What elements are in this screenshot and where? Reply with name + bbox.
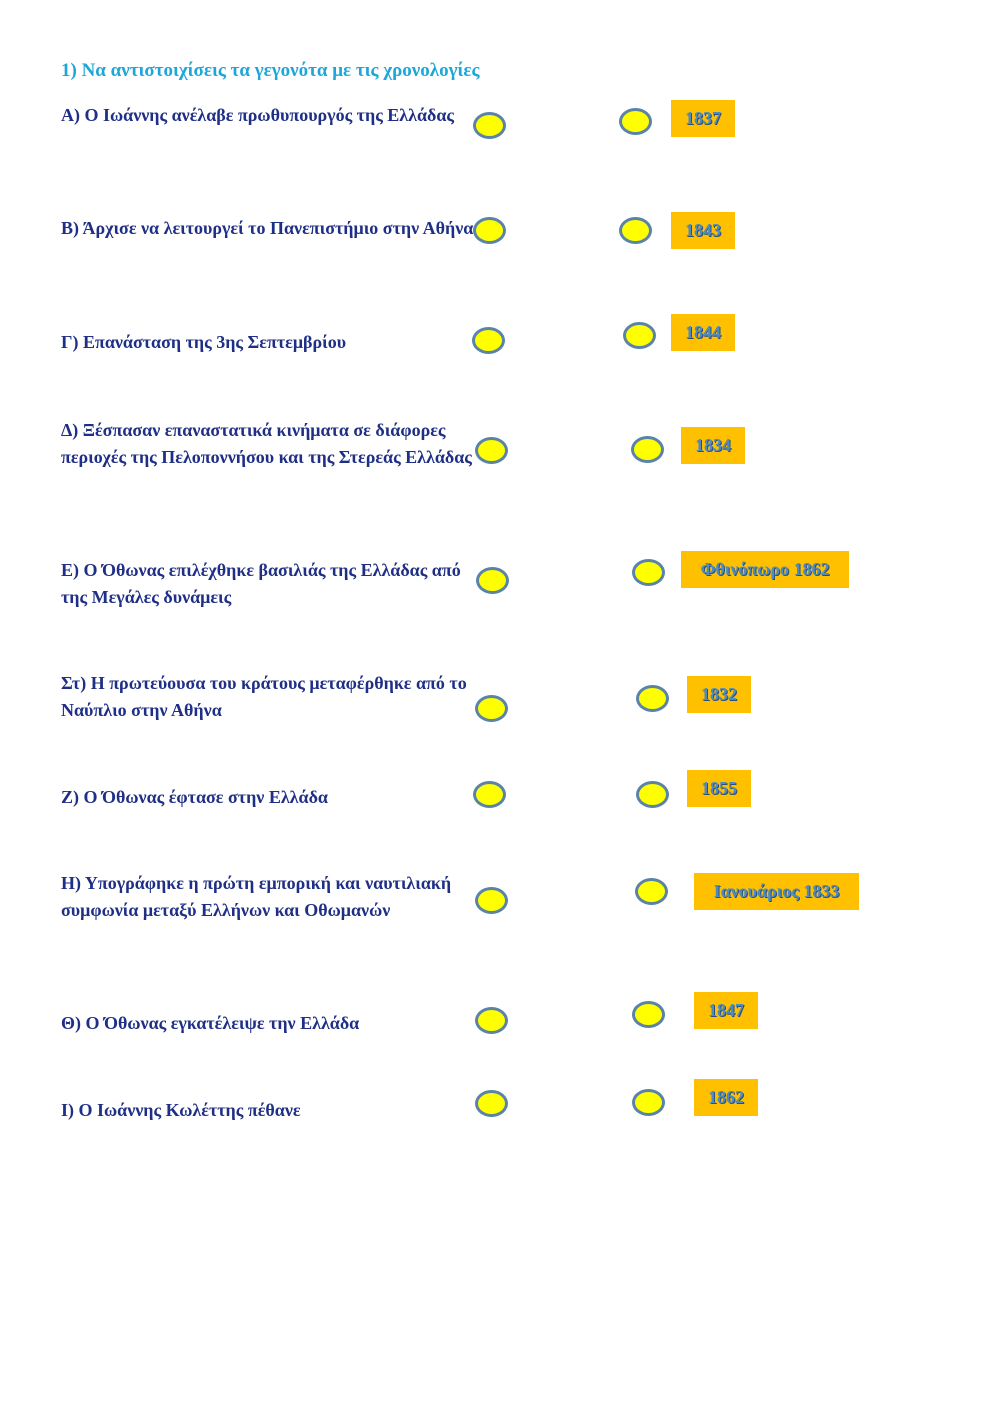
answer-dot-1844[interactable] [623, 322, 656, 349]
question-dot-c[interactable] [472, 327, 505, 354]
exercise-title: 1) Να αντιστοιχίσεις τα γεγονότα με τις χρονολογίες [61, 60, 480, 81]
question-dot-z[interactable] [473, 781, 506, 808]
question-dot-d[interactable] [475, 437, 508, 464]
answer-box-autumn-1862[interactable]: Φθινόπωρο 1862 [681, 551, 849, 588]
question-i: Ι) Ο Ιωάννης Κωλέττης πέθανε [61, 1100, 301, 1120]
question-dot-st[interactable] [475, 695, 508, 722]
answer-box-1862[interactable]: 1862 [694, 1079, 758, 1116]
question-z: Ζ) Ο Όθωνας έφτασε στην Ελλάδα [61, 787, 328, 807]
answer-box-january-1833[interactable]: Ιανουάριος 1833 [694, 873, 859, 910]
answer-box-1832[interactable]: 1832 [687, 676, 751, 713]
answer-box-1843[interactable]: 1843 [671, 212, 735, 249]
question-dot-e[interactable] [476, 567, 509, 594]
answer-box-1834[interactable]: 1834 [681, 427, 745, 464]
question-dot-th[interactable] [475, 1007, 508, 1034]
question-st: Στ) Η πρωτεύουσα του κράτους μεταφέρθηκε από το Ναύπλιο στην Αθήνα [61, 673, 467, 720]
answer-dot-1834[interactable] [631, 436, 664, 463]
answer-dot-january-1833[interactable] [635, 878, 668, 905]
question-b: Β) Άρχισε να λειτουργεί το Πανεπιστήμιο στην Αθήνα [61, 218, 474, 238]
answer-dot-1843[interactable] [619, 217, 652, 244]
question-dot-b[interactable] [473, 217, 506, 244]
answer-dot-1837[interactable] [619, 108, 652, 135]
question-th: Θ) Ο Όθωνας εγκατέλειψε την Ελλάδα [61, 1013, 360, 1033]
question-dot-i[interactable] [475, 1090, 508, 1117]
question-c: Γ) Επανάσταση της 3ης Σεπτεμβρίου [61, 332, 347, 352]
answer-box-1837[interactable]: 1837 [671, 100, 735, 137]
answer-dot-1862[interactable] [632, 1089, 665, 1116]
question-dot-a[interactable] [473, 112, 506, 139]
answer-box-1855[interactable]: 1855 [687, 770, 751, 807]
answer-box-1844[interactable]: 1844 [671, 314, 735, 351]
question-h: Η) Υπογράφηκε η πρώτη εμπορική και ναυτιλιακή συμφωνία μεταξύ Ελλήνων και Οθωμανών [61, 873, 452, 920]
answer-dot-1832[interactable] [636, 685, 669, 712]
answer-dot-1855[interactable] [636, 781, 669, 808]
question-e: Ε) Ο Όθωνας επιλέχθηκε βασιλιάς της Ελλάδας από της Μεγάλες δυνάμεις [61, 560, 461, 607]
question-d: Δ) Ξέσπασαν επαναστατικά κινήματα σε διάφορες περιοχές της Πελοποννήσου και της Στερεάς Ελλάδας [61, 420, 472, 467]
answer-dot-autumn-1862[interactable] [632, 559, 665, 586]
question-dot-h[interactable] [475, 887, 508, 914]
answer-box-1847[interactable]: 1847 [694, 992, 758, 1029]
question-a: Α) Ο Ιωάννης ανέλαβε πρωθυπουργός της Ελλάδας [61, 105, 455, 125]
answer-dot-1847[interactable] [632, 1001, 665, 1028]
